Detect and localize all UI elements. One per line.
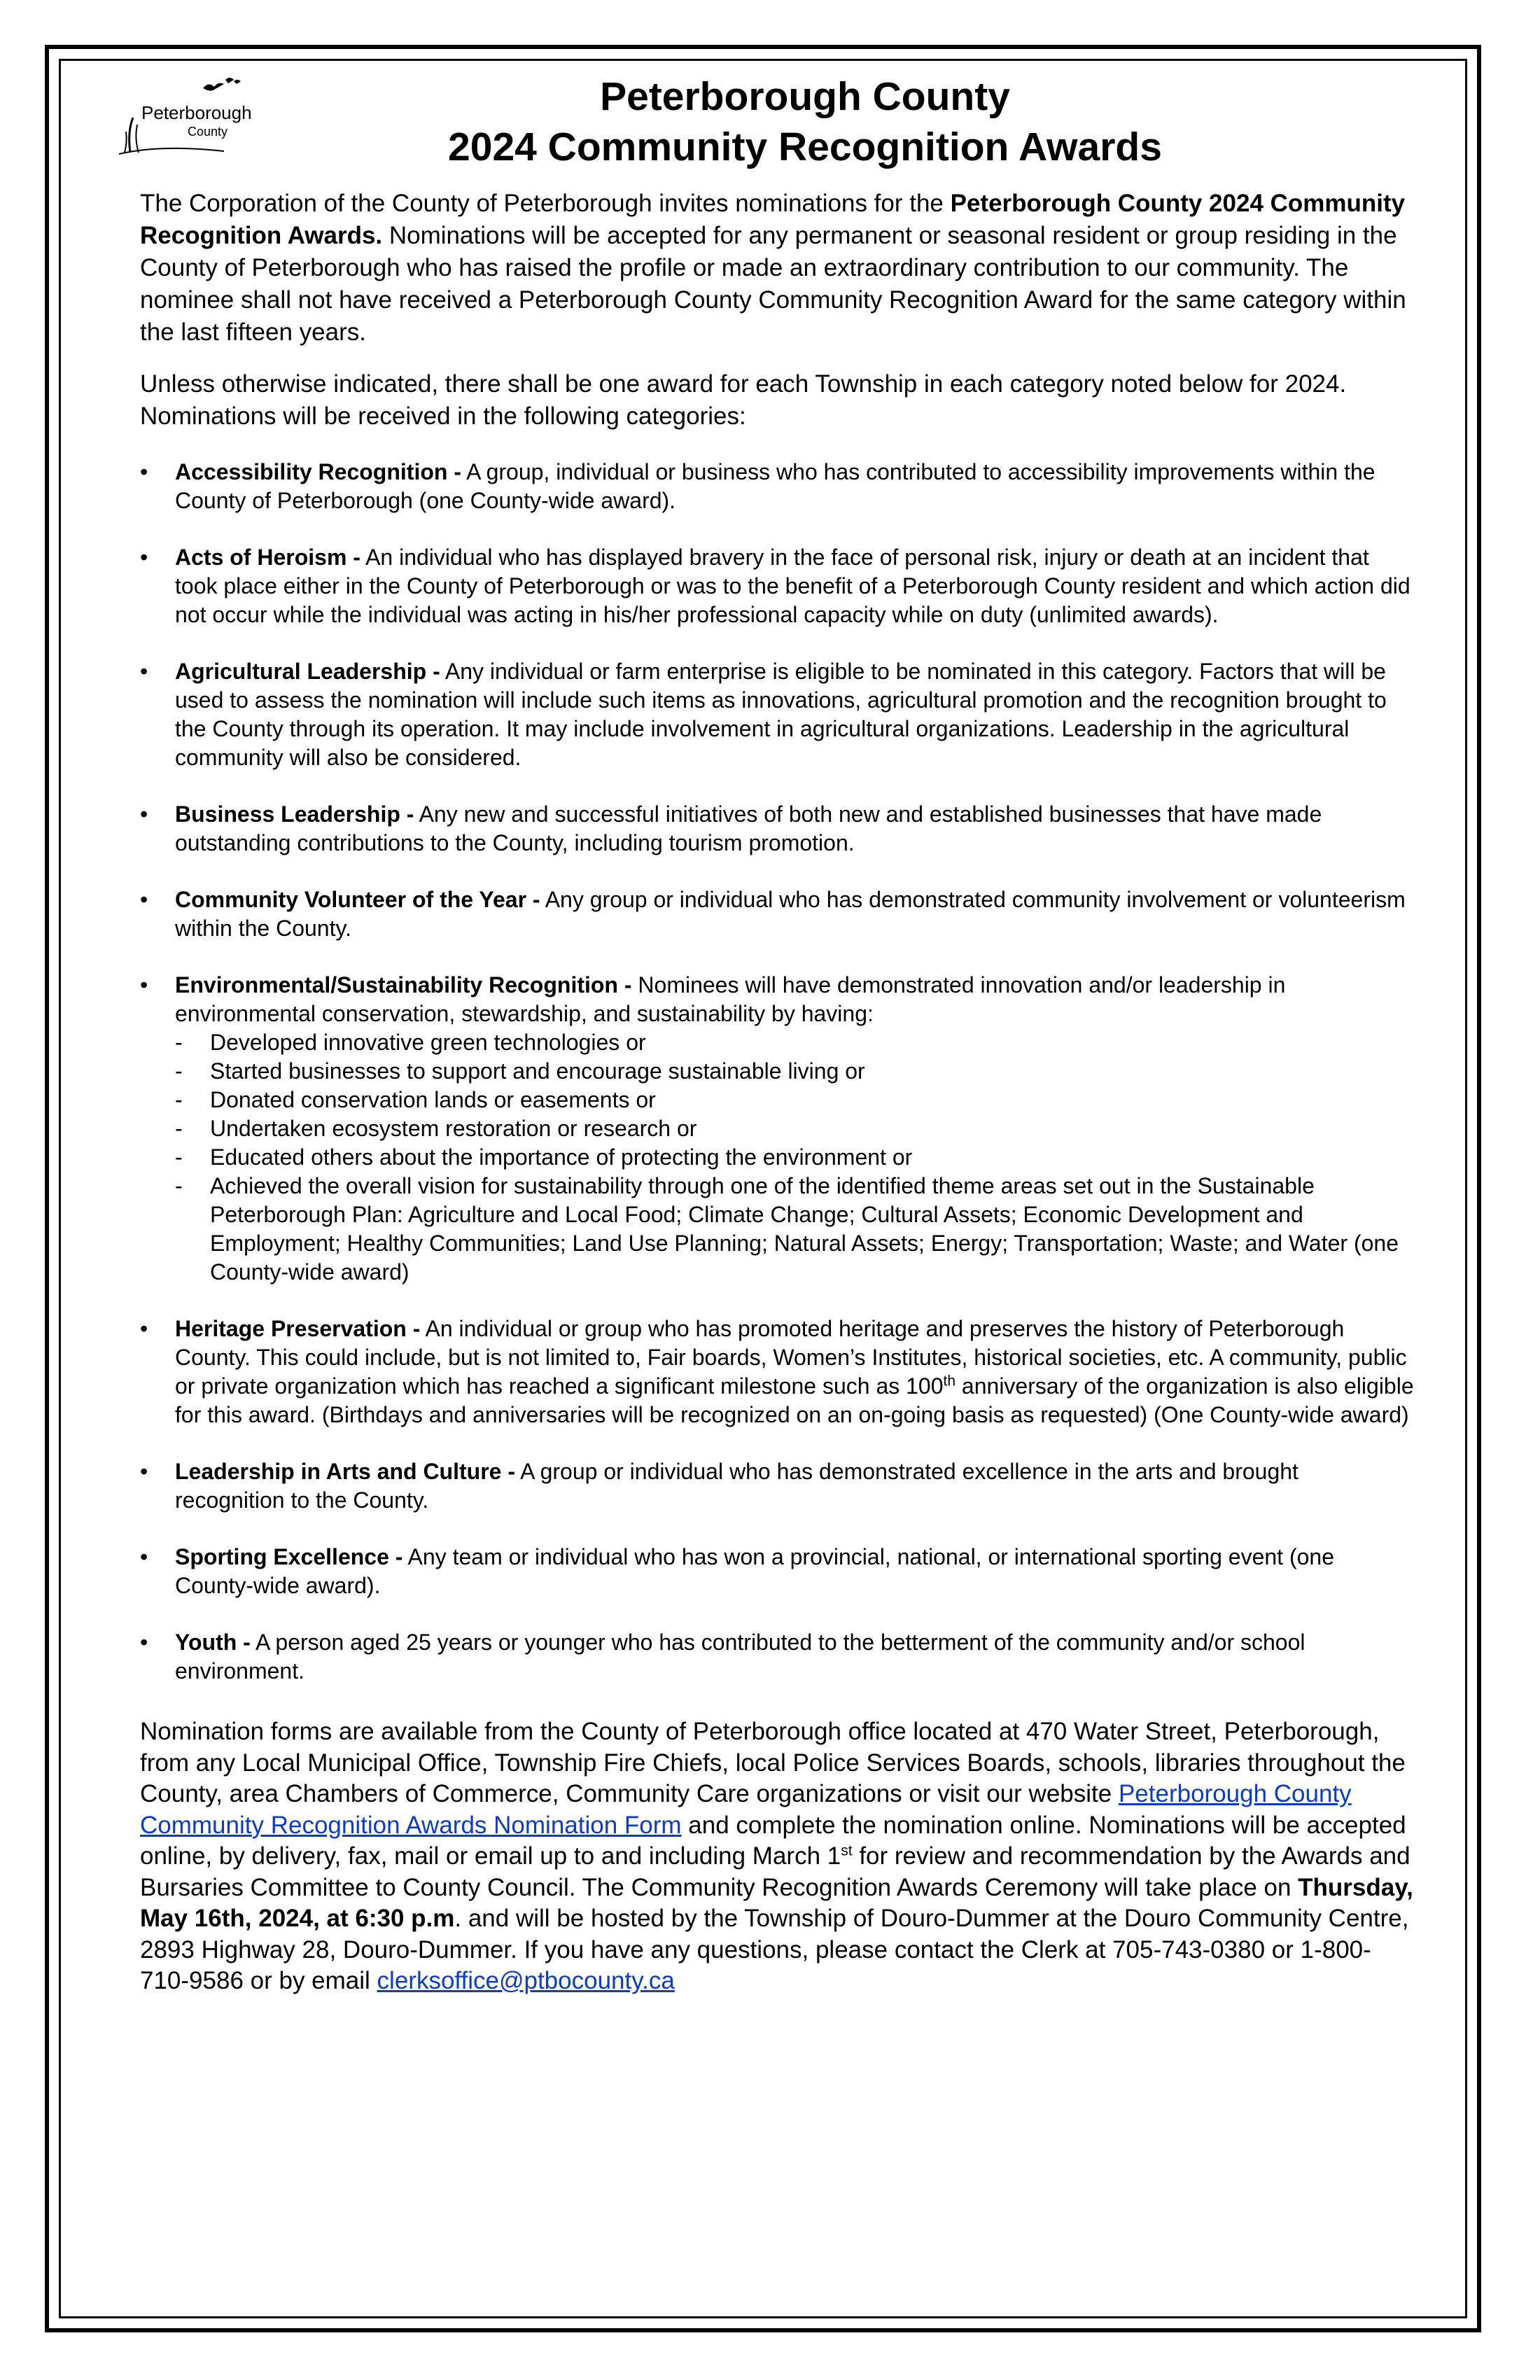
category-name: Business Leadership - bbox=[175, 802, 414, 827]
criteria-item: - Developed innovative green technologies or bbox=[175, 1028, 1414, 1057]
intro-bold-awards-name: Peterborough County 2024 Community Recognition Awards. bbox=[140, 190, 1406, 249]
page-title bbox=[336, 71, 1274, 172]
closing-text-2: and complete the nomination online. Nominations will be accepted online, by delivery, fax, mail or email up to and including March 1 bbox=[140, 1811, 1406, 1870]
closing-text-4: . and will be hosted by the Township of Douro-Dummer at the Douro Community Centre, 2893 Highway 28, Douro-Dummer. If you have any questions, please contact the Clerk at 705-743-0380 or 1-800-710-9586 or by email bbox=[140, 1905, 1409, 1994]
category-name: Leadership in Arts and Culture - bbox=[175, 1459, 515, 1484]
category-environmental bbox=[140, 971, 1414, 1287]
clerk-email-link[interactable]: clerksoffice@ptbocounty.ca bbox=[377, 1967, 675, 1994]
criteria-item: - Started businesses to support and encourage sustainable living or bbox=[175, 1057, 1414, 1086]
category-arts-culture bbox=[140, 1457, 1414, 1515]
categories-intro-paragraph: Unless otherwise indicated, there shall be one award for each Township in each category noted below for 2024. Nominations will be received in the following categories: bbox=[140, 370, 1347, 430]
title-line-1: Peterborough County bbox=[600, 74, 1010, 119]
svg-text:Peterborough: Peterborough bbox=[141, 102, 252, 123]
category-description: Any individual or farm enterprise is eligible to be nominated in this category. Factors that will be used to assess the nomination will include such items as innovations, agricultural promotion and the recognition brought to the County through its operation. It may include involvement in agricultural organizations. Leadership in the agricultural community will also be considered. bbox=[175, 659, 1387, 770]
category-name: Youth - bbox=[175, 1630, 251, 1655]
nomination-form-link[interactable]: Peterborough County Community Recognition Awards Nomination Form bbox=[140, 1780, 1352, 1839]
closing-text-1: Nomination forms are available from the County of Peterborough office located at 470 Water Street, Peterborough, from any Local Municipal Office, Township Fire Chiefs, local Police Services Boards, schools, libraries throughout the County, area Chambers of Commerce, Community Care organizations or visit our website bbox=[140, 1718, 1406, 1807]
category-description: Any group or individual who has demonstrated community involvement or volunteerism within the County. bbox=[175, 887, 1406, 941]
category-description-end: anniversary of the organization is also eligible for this award. (Birthdays and anniversaries will be recognized on an on-going basis as requested) (One County-wide award) bbox=[175, 1373, 1414, 1427]
svg-text:County: County bbox=[188, 125, 228, 139]
category-youth bbox=[140, 1628, 1414, 1686]
category-description: Any team or individual who has won a provincial, national, or international sporting event (one County-wide award). bbox=[175, 1544, 1334, 1598]
milestone-number: 100 bbox=[906, 1373, 944, 1399]
ceremony-date: Thursday, May 16th, 2024, at 6:30 p.m bbox=[140, 1873, 1413, 1932]
criteria-item: - Achieved the overall vision for sustainability through one of the identified theme areas set out in the Sustainable Peterborough Plan: Agriculture and Local Food; Climate Change; Cultural Assets; Economic Development and Employment; Healthy Communities; Land Use Planning; Natural Assets; Energy; Transportation; Waste; and Water (one County-wide award) bbox=[175, 1172, 1414, 1287]
title-line-2: 2024 Community Recognition Awards bbox=[448, 125, 1162, 169]
category-business bbox=[140, 800, 1414, 858]
category-description: Any new and successful initiatives of both new and established businesses that have made outstanding contributions to the County, including tourism promotion. bbox=[175, 802, 1322, 855]
category-description: Nominees will have demonstrated innovation and/or leadership in environmental conservation, stewardship, and sustainability by having: bbox=[175, 972, 1286, 1026]
criteria-item: - Educated others about the importance of protecting the environment or bbox=[175, 1143, 1414, 1172]
category-sporting bbox=[140, 1543, 1414, 1600]
category-name: Environmental/Sustainability Recognition - bbox=[175, 972, 632, 997]
county-logo bbox=[105, 76, 266, 167]
category-agricultural bbox=[140, 657, 1414, 772]
closing-paragraph bbox=[140, 1716, 1414, 1997]
category-accessibility bbox=[140, 458, 1414, 515]
category-description: An individual or group who has promoted heritage and preserves the history of Peterborough County. This could include, but is not limited to, Fair boards, Women’s Institutes, historical societies, etc. A community, public or private organization which has reached a significant milestone such as bbox=[175, 1316, 1407, 1399]
intro-text-start: The Corporation of the County of Peterborough invites nominations for the bbox=[140, 190, 951, 217]
intro-text-end: Nominations will be accepted for any permanent or seasonal resident or group residing in the County of Peterborough who has raised the profile or made an extraordinary contribution to our community. The nominee shall not have received a Peterborough County Community Recognition Award for the same category within the last fifteen years. bbox=[140, 222, 1406, 346]
document-body bbox=[140, 188, 1414, 1997]
ordinal-suffix: th bbox=[943, 1373, 956, 1390]
category-name: Sporting Excellence - bbox=[175, 1544, 403, 1569]
category-list bbox=[140, 458, 1414, 1686]
category-name: Accessibility Recognition - bbox=[175, 459, 461, 484]
environmental-criteria-list bbox=[175, 1028, 1414, 1287]
criteria-item: - Undertaken ecosystem restoration or research or bbox=[175, 1114, 1414, 1143]
category-description: A group or individual who has demonstrated excellence in the arts and brought recognition to the County. bbox=[175, 1459, 1298, 1513]
category-heroism bbox=[140, 543, 1414, 629]
intro-paragraph bbox=[140, 188, 1414, 349]
category-volunteer bbox=[140, 886, 1414, 943]
category-description: A person aged 25 years or younger who has contributed to the betterment of the community and/or school environment. bbox=[175, 1630, 1306, 1684]
category-description: An individual who has displayed bravery in the face of personal risk, injury or death at an incident that took place either in the County of Peterborough or was to the benefit of a Peterborough County resident and which action did not occur while the individual was acting in his/her professional capacity while on duty (unlimited awards). bbox=[175, 545, 1410, 627]
criteria-item: - Donated conservation lands or easements or bbox=[175, 1086, 1414, 1114]
category-description: A group, individual or business who has contributed to accessibility improvements within the County of Peterborough (one County-wide award). bbox=[175, 459, 1376, 513]
category-heritage bbox=[140, 1315, 1414, 1429]
ordinal-suffix: st bbox=[841, 1842, 853, 1859]
closing-text-3: for review and recommendation by the Awards and Bursaries Committee to County Council. The Community Recognition Awards Ceremony will take place on bbox=[140, 1842, 1410, 1901]
category-name: Agricultural Leadership - bbox=[175, 659, 440, 684]
bird-logo-icon bbox=[105, 76, 266, 167]
category-name: Heritage Preservation - bbox=[175, 1316, 421, 1341]
category-name: Community Volunteer of the Year - bbox=[175, 887, 540, 912]
category-name: Acts of Heroism - bbox=[175, 545, 360, 570]
